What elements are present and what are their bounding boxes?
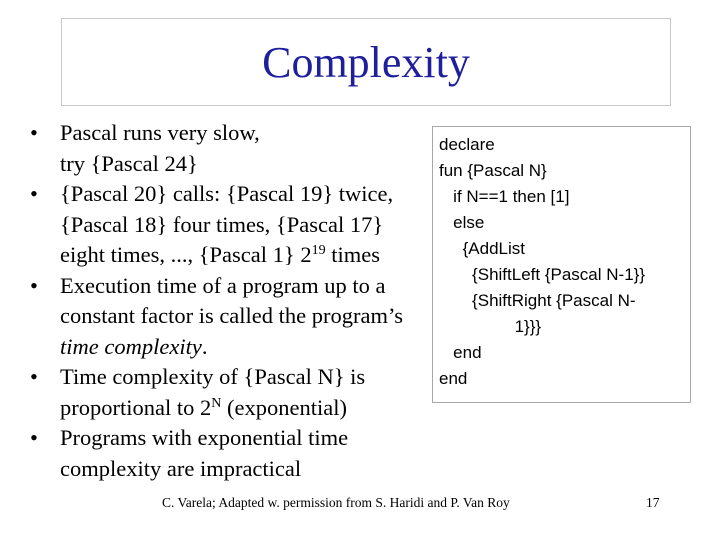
page-number: 17 <box>646 495 660 510</box>
bullet-4-line-2-pre: proportional to 2 <box>60 394 212 420</box>
code-line-3: if N==1 then [1] <box>439 187 570 206</box>
bullet-3-line-2: constant factor is called the program’s <box>60 303 404 328</box>
bullet-dot: • <box>30 425 38 450</box>
footer-credit: C. Varela; Adapted w. permission from S. Haridi and P. Van Roy <box>162 495 510 510</box>
bullet-2-line-1: {Pascal 20} calls: {Pascal 19} twice, <box>60 181 394 206</box>
bullet-2-line-2: {Pascal 18} four times, {Pascal 17} <box>60 211 384 237</box>
code-line-10: end <box>439 369 468 388</box>
bullet-item-1 <box>30 118 440 179</box>
bullet-5-line-2: complexity are impractical <box>60 455 302 481</box>
code-line-9: end <box>439 343 482 362</box>
bullet-dot: • <box>30 181 38 206</box>
bullet-dot: • <box>30 120 38 145</box>
title-box <box>61 18 671 106</box>
slide-title: Complexity <box>262 37 470 87</box>
bullet-4-exponent: N <box>211 395 222 411</box>
bullet-3-term: time complexity <box>60 333 202 359</box>
code-box <box>432 126 691 403</box>
bullet-item-3 <box>30 271 440 363</box>
bullet-2-exponent: 19 <box>311 243 326 258</box>
code-line-2: fun {Pascal N} <box>439 161 547 180</box>
bullet-list <box>30 118 440 484</box>
bullet-3-line-1: Execution time of a program up to a <box>60 272 386 298</box>
bullet-1-line-1: Pascal runs very slow, <box>60 120 260 145</box>
code-line-7: {ShiftRight {Pascal N- <box>439 291 636 310</box>
code-line-4: else <box>439 213 485 232</box>
code-line-5: {AddList <box>439 239 525 258</box>
bullet-5-line-1: Programs with exponential time <box>60 425 349 450</box>
code-line-8: 1}}} <box>439 317 542 336</box>
code-line-1: declare <box>439 135 495 154</box>
bullet-item-4 <box>30 362 440 423</box>
bullet-item-5 <box>30 423 440 484</box>
bullet-2-line-3-pre: eight times, ..., {Pascal 1} 2 <box>60 242 312 267</box>
bullet-item-2 <box>30 179 440 271</box>
bullet-dot: • <box>30 272 38 298</box>
bullet-4-line-1: Time complexity of {Pascal N} is <box>60 364 366 389</box>
bullet-3-line-3-post: . <box>201 333 208 359</box>
code-line-6: {ShiftLeft {Pascal N-1}} <box>439 265 646 284</box>
bullet-1-line-2: try {Pascal 24} <box>60 150 198 176</box>
bullet-2-line-3-post: times <box>325 242 380 267</box>
bullet-4-line-2-post: (exponential) <box>221 394 347 420</box>
bullet-dot: • <box>30 364 38 389</box>
